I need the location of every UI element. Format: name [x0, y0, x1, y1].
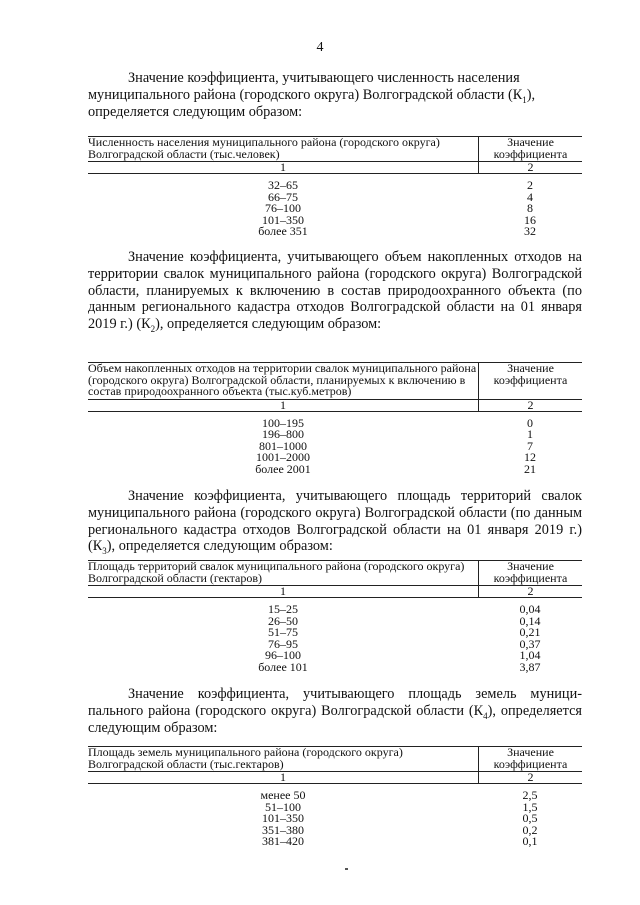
paragraph-k3: Значение коэффициента, учитывающего площадь территорий свалок муниципального района (городского округа) Волгоградской области (по данным регионального кадастра отходов Волгоградской области на 01 января 2019 г.) $(К_3)$, определяется следующим образом:: [88, 488, 582, 557]
table-k4: [88, 746, 582, 848]
column-number: 2: [527, 160, 534, 174]
table-row: 51–100 1,5: [265, 799, 538, 814]
table-header-value: Значение коэффициента: [493, 361, 568, 387]
table-row: более 101 3,87: [258, 659, 541, 674]
table-row: более 2001 21: [255, 461, 536, 476]
table-row: 76–95 0,37: [268, 636, 541, 651]
paragraph-k2: Значение коэффициента, учитывающего объем накопленных отходов на территории свалок муниципального района (городского округа) Волгоградской области, планируемых к включению в состав природоохранного объекта (по данным регионального кадастра отходов Волгоградской области на 01 января 2019 г.) $(К_2)$, определяется следующим образом:: [88, 249, 582, 335]
table-header-param: Численность населения муниципального района (городского округа) Волгоградской области (тыс.человек): [88, 137, 479, 161]
table-row: 196–800 1: [262, 427, 533, 441]
page-number: 4: [316, 40, 324, 55]
table-row: 381–420 0,1: [262, 834, 538, 848]
column-number: 2: [527, 770, 534, 784]
table-row: 51–75 0,21: [268, 625, 541, 639]
column-number: 1: [88, 772, 479, 783]
table-row: 32–65 2: [268, 178, 533, 192]
table-row: 15–25 0,04: [268, 602, 541, 616]
table-header-param: Площадь земель муниципального района (городского округа) Волгоградской области (тыс.гектаров): [88, 747, 479, 771]
column-number: 1: [88, 586, 479, 597]
paragraph-k1: Значение коэффициента, учитывающего численность населения муниципального района (городского округа) Волгоградской области $(К_1)$, определяется следующим образом:: [88, 70, 536, 120]
table-header-param: Площадь территорий свалок муниципального района (городского округа) Волгоградской области (гектаров): [88, 561, 479, 585]
table-row: 101–350 0,5: [262, 811, 538, 825]
table-row: 76–100 8: [265, 201, 533, 215]
table-row: 1001–2000 12: [256, 450, 536, 464]
table-k1: [88, 136, 582, 238]
table-row: 801–1000 7: [259, 438, 533, 453]
table-row: менее 50 2,5: [260, 788, 538, 802]
table-row: 66–75 4: [268, 189, 533, 204]
table-row: 101–350 16: [262, 212, 536, 227]
paragraph-k4: Значение коэффициента, учитывающего площадь земель муници-пального района (городского округа) Волгоградской области $(К_4)$, определяется следующим образом:: [88, 686, 582, 736]
column-number: 2: [527, 584, 534, 598]
column-number: 1: [88, 400, 479, 411]
table-header-value: Значение коэффициента: [493, 745, 568, 771]
table-header-value: Значение коэффициента: [493, 559, 568, 585]
table-header-value: Значение коэффициента: [493, 135, 568, 161]
table-header-param: Объем накопленных отходов на территории свалок муниципального района (городского округа) Волгоградской области, планируемых к включению в состав природоохранного объекта (тыс.куб.метров): [88, 363, 479, 399]
column-number: 2: [527, 397, 534, 412]
table-k3: [88, 560, 582, 673]
scan-speck: [345, 868, 348, 870]
table-row: 351–380 0,2: [262, 822, 538, 837]
table-row: 96–100 1,04: [265, 648, 541, 662]
table-row: 100–195 0: [262, 415, 533, 430]
table-row: более 351 32: [258, 224, 536, 238]
table-k2: [88, 362, 582, 475]
column-number: 1: [88, 162, 479, 173]
table-row: 26–50 0,14: [268, 613, 541, 628]
